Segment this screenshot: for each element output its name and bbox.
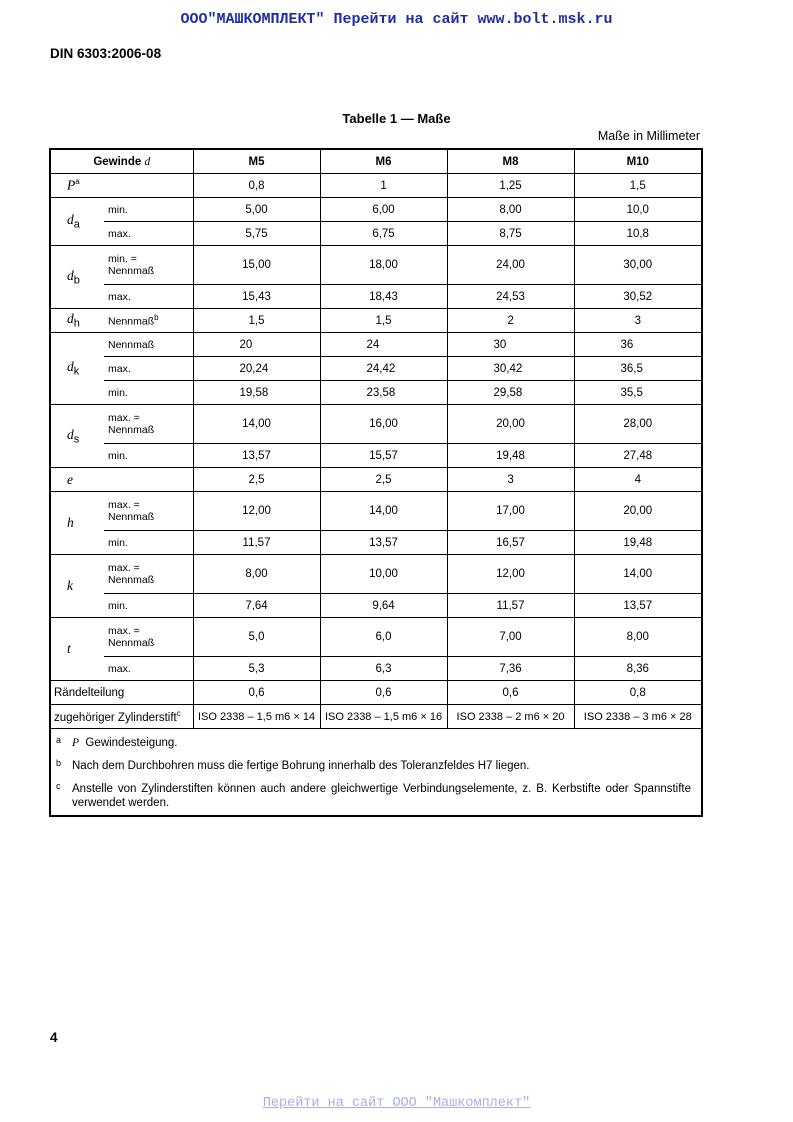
cell: 1,5 — [320, 309, 447, 333]
cell: 13,57 — [193, 444, 320, 468]
sublabel: max. = Nennmaß — [104, 618, 193, 657]
sublabel: max. — [104, 657, 193, 681]
cell: ISO 2338 – 1,5 m6 × 16 — [320, 705, 447, 729]
bottom-site-link[interactable]: Перейти на сайт ООО "Машкомплект" — [262, 1096, 531, 1111]
row-h-min — [50, 531, 702, 555]
cell: 10,00 — [320, 555, 447, 594]
symbol-k: k — [50, 555, 104, 618]
cell: 10,0 — [574, 198, 702, 222]
cell: 16,57 — [447, 531, 574, 555]
cell: 7,64 — [193, 594, 320, 618]
header-col: M5 — [193, 149, 320, 174]
cell: 2,5 — [193, 468, 320, 492]
sublabel: max. = Nennmaß — [104, 555, 193, 594]
cell: 20 — [193, 333, 320, 357]
cell: 8,75 — [447, 222, 574, 246]
cell: 12,00 — [447, 555, 574, 594]
cell: 29,58 — [447, 381, 574, 405]
cell: 23,58 — [320, 381, 447, 405]
cell: 16,00 — [320, 405, 447, 444]
row-pin — [50, 705, 702, 729]
cell: 8,36 — [574, 657, 702, 681]
cell: 5,0 — [193, 618, 320, 657]
table-title: Tabelle 1 — Maße — [342, 111, 451, 126]
row-db-nom — [50, 246, 702, 285]
sublabel: max. = Nennmaß — [104, 492, 193, 531]
header-col: M6 — [320, 149, 447, 174]
symbol-dh: $d_h$ — [50, 309, 104, 333]
symbol-t: t — [50, 618, 104, 681]
cell: 8,00 — [447, 198, 574, 222]
symbol-p: $P^a$ — [50, 174, 193, 198]
symbol-h: h — [50, 492, 104, 555]
sublabel: max. — [104, 285, 193, 309]
cell: 20,24 — [193, 357, 320, 381]
sublabel: min. — [104, 444, 193, 468]
cell: 18,43 — [320, 285, 447, 309]
cell: 7,36 — [447, 657, 574, 681]
cell: ISO 2338 – 2 m6 × 20 — [447, 705, 574, 729]
sublabel: min. — [104, 381, 193, 405]
cell: 12,00 — [193, 492, 320, 531]
cell: 0,6 — [193, 681, 320, 705]
cell: 30,42 — [447, 357, 574, 381]
cell: 11,57 — [447, 594, 574, 618]
cell: 20,00 — [574, 492, 702, 531]
cell: 24,53 — [447, 285, 574, 309]
cell: 14,00 — [193, 405, 320, 444]
cell: 9,64 — [320, 594, 447, 618]
cell: 15,00 — [193, 246, 320, 285]
cell: 28,00 — [574, 405, 702, 444]
cell: 30,52 — [574, 285, 702, 309]
sublabel: max. = Nennmaß — [104, 405, 193, 444]
footnotes — [50, 729, 702, 817]
sublabel: min. — [104, 531, 193, 555]
row-da-max — [50, 222, 702, 246]
cell: 14,00 — [320, 492, 447, 531]
row-dh — [50, 309, 702, 333]
row-da-min — [50, 198, 702, 222]
header-gewinde: Gewinde d — [50, 149, 193, 174]
cell: 0,8 — [574, 681, 702, 705]
sublabel: max. — [104, 357, 193, 381]
cell: 13,57 — [320, 531, 447, 555]
footnote-b: b Nach dem Durchbohren muss die fertige Bohrung innerhalb des Toleranzfeldes H7 liegen. — [56, 758, 530, 772]
cell: 36,5 — [574, 357, 702, 381]
cell: 20,00 — [447, 405, 574, 444]
cell: 6,00 — [320, 198, 447, 222]
cell: 1,25 — [447, 174, 574, 198]
row-k-min — [50, 594, 702, 618]
cell: 1,5 — [193, 309, 320, 333]
cell: 4 — [574, 468, 702, 492]
footnotes-row — [50, 729, 702, 817]
row-ds-min — [50, 444, 702, 468]
table-header-row — [50, 149, 702, 174]
cell: 36 — [574, 333, 702, 357]
sublabel: min. — [104, 594, 193, 618]
cell: 6,75 — [320, 222, 447, 246]
row-t-max — [50, 657, 702, 681]
row-t-nom — [50, 618, 702, 657]
row-dk-nom — [50, 333, 702, 357]
sublabel: min. — [104, 198, 193, 222]
symbol-dk: $d_k$ — [50, 333, 104, 405]
cell: 30,00 — [574, 246, 702, 285]
cell: 19,48 — [574, 531, 702, 555]
cell: 24 — [320, 333, 447, 357]
cell: 11,57 — [193, 531, 320, 555]
top-site-link[interactable]: ООО"МАШКОМПЛЕКТ" Перейти на сайт www.bolt.msk.ru — [180, 11, 613, 28]
page-number: 4 — [50, 1030, 58, 1045]
row-knurl — [50, 681, 702, 705]
cell: 5,00 — [193, 198, 320, 222]
cell: 2 — [447, 309, 574, 333]
row-e — [50, 468, 702, 492]
cell: 3 — [447, 468, 574, 492]
cell: 0,6 — [320, 681, 447, 705]
cell: 35,5 — [574, 381, 702, 405]
row-dk-min — [50, 381, 702, 405]
footnote-c: c Anstelle von Zylinderstiften können auch andere gleichwertige Verbindungselemente, z. B. Kerbstifte oder Spannstifte verwendet werden. — [56, 781, 692, 809]
unit-note: Maße in Millimeter — [597, 129, 700, 143]
sublabel: Nennmaß — [104, 333, 193, 357]
symbol-ds: $d_s$ — [50, 405, 104, 468]
symbol-da: $d_a$ — [50, 198, 104, 246]
cell: 19,48 — [447, 444, 574, 468]
cell: 13,57 — [574, 594, 702, 618]
cell: 19,58 — [193, 381, 320, 405]
row-h-nom — [50, 492, 702, 531]
row-k-nom — [50, 555, 702, 594]
cell: 15,43 — [193, 285, 320, 309]
cell: 30 — [447, 333, 574, 357]
pin-label: zugehöriger Zylinderstift$^c$ — [50, 705, 193, 729]
cell: 24,42 — [320, 357, 447, 381]
cell: 5,75 — [193, 222, 320, 246]
row-dk-max — [50, 357, 702, 381]
cell: ISO 2338 – 3 m6 × 28 — [574, 705, 702, 729]
footnote-a: a P Gewindesteigung. — [56, 735, 178, 749]
cell: 24,00 — [447, 246, 574, 285]
cell: 5,3 — [193, 657, 320, 681]
cell: 7,00 — [447, 618, 574, 657]
cell: 15,57 — [320, 444, 447, 468]
symbol-e: e — [50, 468, 193, 492]
cell: 0,6 — [447, 681, 574, 705]
sublabel: min. = Nennmaß — [104, 246, 193, 285]
cell: 18,00 — [320, 246, 447, 285]
dimensions-table — [49, 148, 703, 817]
row-db-max — [50, 285, 702, 309]
sublabel: max. — [104, 222, 193, 246]
cell: 0,8 — [193, 174, 320, 198]
row-ds-nom — [50, 405, 702, 444]
cell: 6,3 — [320, 657, 447, 681]
row-p — [50, 174, 702, 198]
cell: ISO 2338 – 1,5 m6 × 14 — [193, 705, 320, 729]
sublabel: Nennmaß$^b$ — [104, 309, 193, 333]
document-id: DIN 6303:2006-08 — [50, 46, 162, 61]
header-col: M8 — [447, 149, 574, 174]
cell: 14,00 — [574, 555, 702, 594]
cell: 27,48 — [574, 444, 702, 468]
header-col: M10 — [574, 149, 702, 174]
cell: 8,00 — [193, 555, 320, 594]
cell: 6,0 — [320, 618, 447, 657]
symbol-db: $d_b$ — [50, 246, 104, 309]
cell: 10,8 — [574, 222, 702, 246]
cell: 1 — [320, 174, 447, 198]
knurl-label: Rändelteilung — [50, 681, 193, 705]
cell: 1,5 — [574, 174, 702, 198]
cell: 2,5 — [320, 468, 447, 492]
cell: 17,00 — [447, 492, 574, 531]
cell: 3 — [574, 309, 702, 333]
cell: 8,00 — [574, 618, 702, 657]
